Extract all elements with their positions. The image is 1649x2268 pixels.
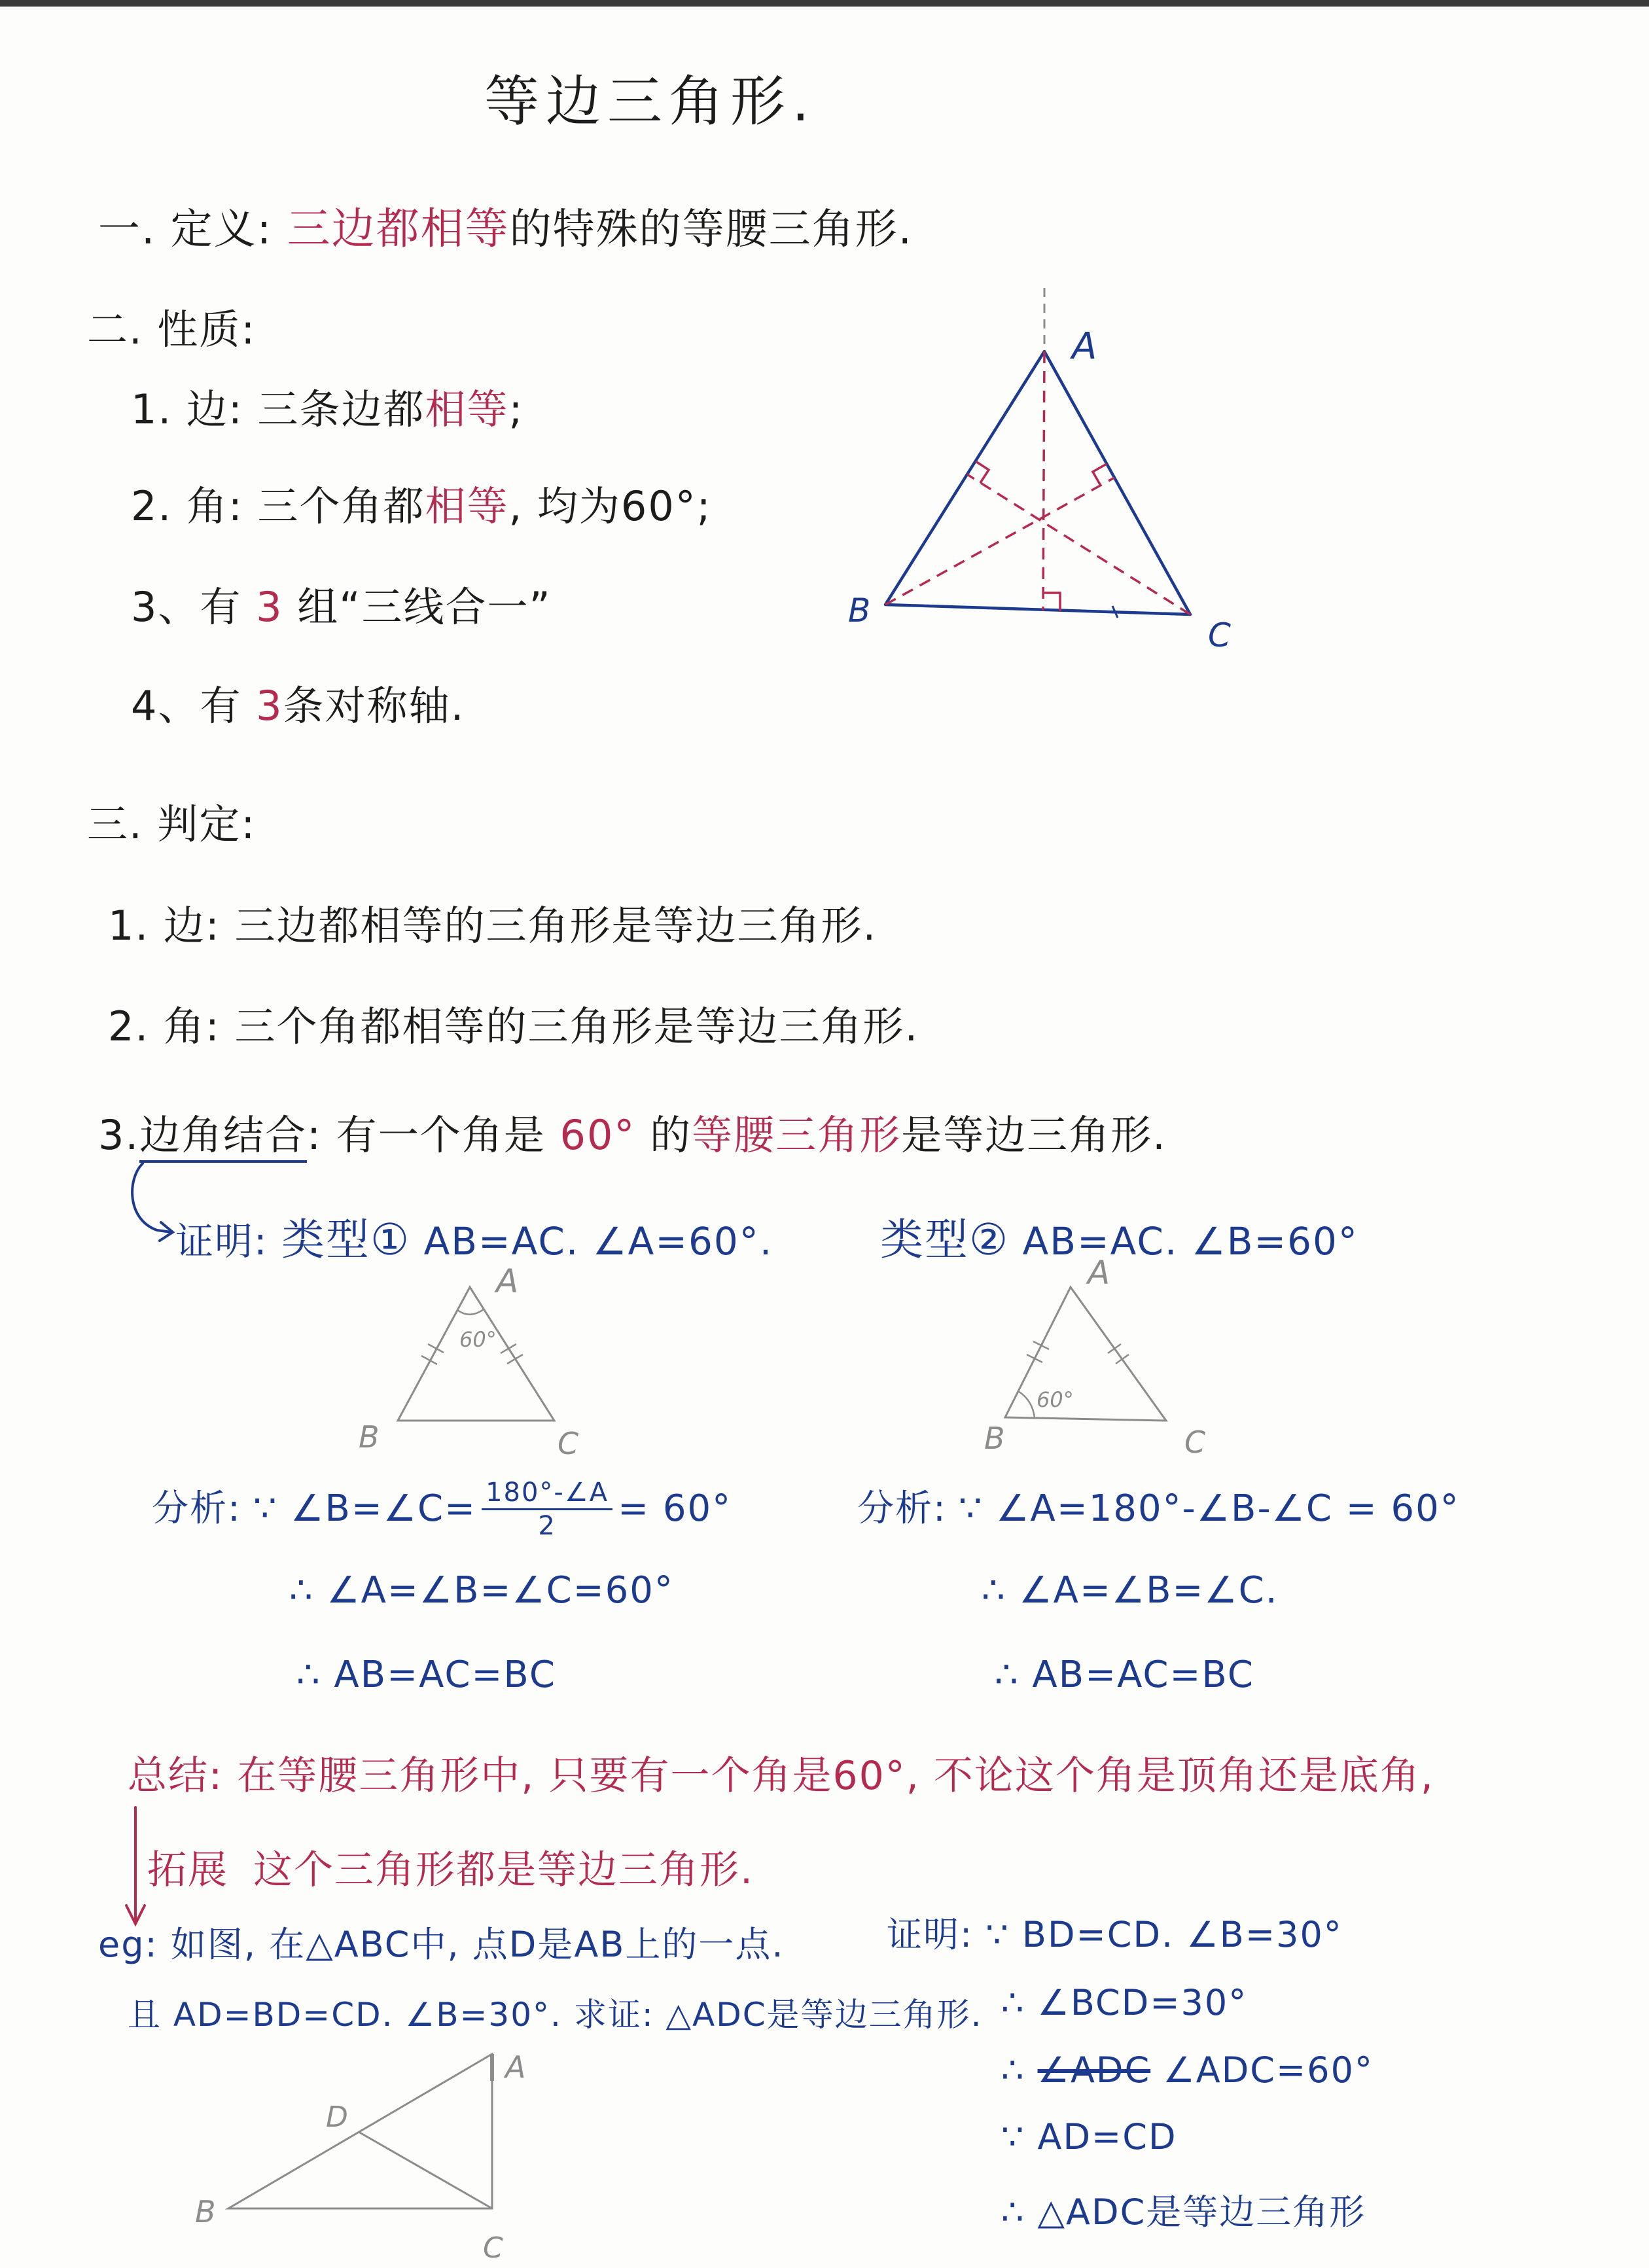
definition-line	[98, 204, 913, 255]
proof-label: 证明:	[175, 1219, 268, 1264]
example-vertex-c-label: C	[483, 2231, 503, 2265]
type1-analysis-label: 分析:	[152, 1487, 241, 1530]
example-text-1: 如图, 在△ABC中, 点D是AB上的一点.	[170, 1924, 785, 1965]
proof-type2-line	[880, 1215, 1358, 1265]
criteria-3-highlight2: 等腰三角形	[692, 1111, 902, 1159]
type2-analysis-label: 分析:	[857, 1487, 947, 1530]
type1-tick-ac-1	[501, 1344, 516, 1353]
example-vertex-a-label: A	[505, 2049, 526, 2085]
example-figure	[195, 2049, 525, 2265]
example-label: eg:	[98, 1924, 158, 1965]
solution-step1-line	[887, 1915, 1343, 1955]
type1-vertex-c-label: C	[558, 1426, 579, 1461]
main-triangle-outline	[885, 351, 1190, 614]
type1-vertex-a-label: A	[496, 1262, 519, 1300]
solution-label: 证明:	[887, 1914, 974, 1955]
type1-step1-denominator: 2	[538, 1510, 556, 1541]
criteria-3-highlight1: 60°	[559, 1111, 636, 1159]
page-title: 等边三角形.	[484, 69, 816, 133]
property-4-text: 4、有	[131, 682, 242, 730]
type2-tick-ab-2	[1033, 1341, 1049, 1349]
property-2-text: 2. 角: 三个角都	[131, 482, 425, 530]
type1-step1-after: = 60°	[618, 1487, 732, 1530]
type1-given: AB=AC. ∠A=60°.	[423, 1219, 773, 1264]
main-triangle-figure	[848, 288, 1231, 654]
type1-analysis-step1	[152, 1473, 732, 1545]
definition-highlight: 三边都相等	[287, 204, 510, 254]
criteria-item-1: 1. 边: 三边都相等的三角形是等边三角形.	[108, 902, 878, 949]
criteria-heading: 三. 判定:	[87, 800, 257, 848]
summary-label: 总结:	[128, 1753, 224, 1799]
property-1-highlight: 相等	[425, 385, 509, 433]
property-2-tail: , 均为60°;	[508, 482, 712, 530]
type1-angle-label: 60°	[459, 1327, 497, 1352]
type2-vertex-c-label: C	[1184, 1425, 1206, 1460]
extend-arrow	[126, 1807, 145, 1924]
type2-tick-ac-2	[1116, 1355, 1129, 1364]
type2-analysis-step3: ∴ AB=AC=BC	[995, 1654, 1254, 1696]
solution-step3-lead: ∴	[1001, 2049, 1025, 2091]
property-3-highlight: 3	[256, 583, 283, 631]
property-3-tail: 组“三线合一”	[297, 583, 552, 631]
proof-type1-line	[175, 1215, 773, 1265]
property-3-text: 3、有	[131, 583, 242, 631]
criteria-item-2: 2. 角: 三个角都相等的三角形是等边三角形.	[108, 1002, 919, 1050]
criteria-3-text1: : 有一个角是	[307, 1111, 546, 1159]
right-angle-mark-ab	[976, 461, 989, 483]
example-vertex-d-label: D	[326, 2100, 348, 2134]
type1-step1-before: ∵ ∠B=∠C=	[253, 1487, 477, 1530]
property-item-3	[131, 584, 552, 630]
solution-step2: ∴ ∠BCD=30°	[1001, 1982, 1248, 2023]
type1-tick-ac-2	[507, 1355, 523, 1364]
example-vertex-b-label: B	[195, 2194, 216, 2229]
type1-angle-arc	[457, 1309, 484, 1315]
proof-arrow	[132, 1163, 173, 1241]
solution-step3-struck: ∠ADC	[1037, 2049, 1151, 2091]
example-segment-dc	[359, 2132, 492, 2208]
summary-text-1: 在等腰三角形中, 只要有一个角是60°, 不论这个角是顶角还是底角,	[237, 1753, 1435, 1799]
type2-step1: ∵ ∠A=180°-∠B-∠C = 60°	[958, 1487, 1460, 1530]
example-line-2: 且 AD=BD=CD. ∠B=30°. 求证: △ADC是等边三角形.	[128, 1996, 983, 2034]
solution-step3-line	[1001, 2050, 1374, 2091]
type1-step1-numerator: 180°-∠A	[482, 1478, 612, 1510]
type1-step1-fraction	[482, 1478, 612, 1540]
criteria-3-number: 3.	[98, 1111, 140, 1159]
type1-triangle-outline	[398, 1287, 554, 1421]
example-line-1	[98, 1924, 785, 1965]
main-vertex-b-label: B	[848, 592, 871, 629]
type1-name: 类型①	[281, 1214, 411, 1265]
property-item-1	[131, 386, 523, 433]
property-2-highlight: 相等	[425, 482, 509, 530]
type2-tick-ab-1	[1027, 1355, 1042, 1362]
definition-rest: 的特殊的等腰三角形.	[509, 205, 913, 254]
main-vertex-c-label: C	[1208, 616, 1231, 654]
criteria-3-text2: 的	[650, 1111, 692, 1159]
type1-analysis-step3: ∴ AB=AC=BC	[296, 1654, 556, 1696]
type2-angle-label: 60°	[1037, 1387, 1074, 1412]
type2-angle-arc	[1018, 1391, 1035, 1418]
type2-vertex-a-label: A	[1088, 1254, 1110, 1292]
criteria-3-label: 边角结合	[139, 1111, 307, 1163]
property-4-tail: 条对称轴.	[283, 682, 465, 730]
type2-given: AB=AC. ∠B=60°	[1022, 1219, 1358, 1264]
type2-analysis-step2: ∴ ∠A=∠B=∠C.	[982, 1569, 1279, 1612]
type1-triangle-figure	[359, 1262, 578, 1461]
main-vertex-a-label: A	[1072, 325, 1097, 368]
type1-analysis-step2: ∴ ∠A=∠B=∠C=60°	[289, 1569, 674, 1612]
property-item-2	[131, 483, 712, 529]
altitude-from-b	[885, 478, 1114, 605]
type2-vertex-b-label: B	[984, 1421, 1005, 1456]
property-1-text: 1. 边: 三条边都	[131, 385, 425, 433]
type2-tick-ac-1	[1108, 1344, 1121, 1353]
type2-triangle-figure	[984, 1254, 1205, 1460]
type1-vertex-b-label: B	[359, 1419, 380, 1455]
summary-line-1	[128, 1754, 1434, 1799]
right-angle-mark-ac	[1093, 464, 1107, 486]
proof-arrow-curve	[132, 1163, 171, 1232]
solution-step4: ∵ AD=CD	[1001, 2116, 1177, 2157]
type2-name: 类型②	[880, 1214, 1010, 1265]
property-item-4	[131, 682, 465, 729]
property-4-highlight: 3	[256, 682, 283, 730]
criteria-item-3	[98, 1112, 1167, 1158]
properties-heading: 二. 性质:	[87, 306, 257, 353]
criteria-3-text3: 是等边三角形.	[901, 1111, 1167, 1159]
altitude-from-c	[967, 474, 1190, 614]
summary-line-2: 这个三角形都是等边三角形.	[253, 1847, 754, 1893]
solution-step5: ∴ △ADC是等边三角形	[1001, 2191, 1366, 2233]
property-1-tail: ;	[508, 385, 524, 433]
type2-analysis-step1	[857, 1473, 1460, 1545]
solution-step3-text: ∠ADC=60°	[1163, 2049, 1374, 2091]
solution-step1: ∵ BD=CD. ∠B=30°	[985, 1914, 1343, 1955]
altitude-from-a	[1043, 351, 1044, 611]
definition-label: 一. 定义:	[98, 205, 273, 254]
extend-label: 拓展	[147, 1847, 228, 1893]
